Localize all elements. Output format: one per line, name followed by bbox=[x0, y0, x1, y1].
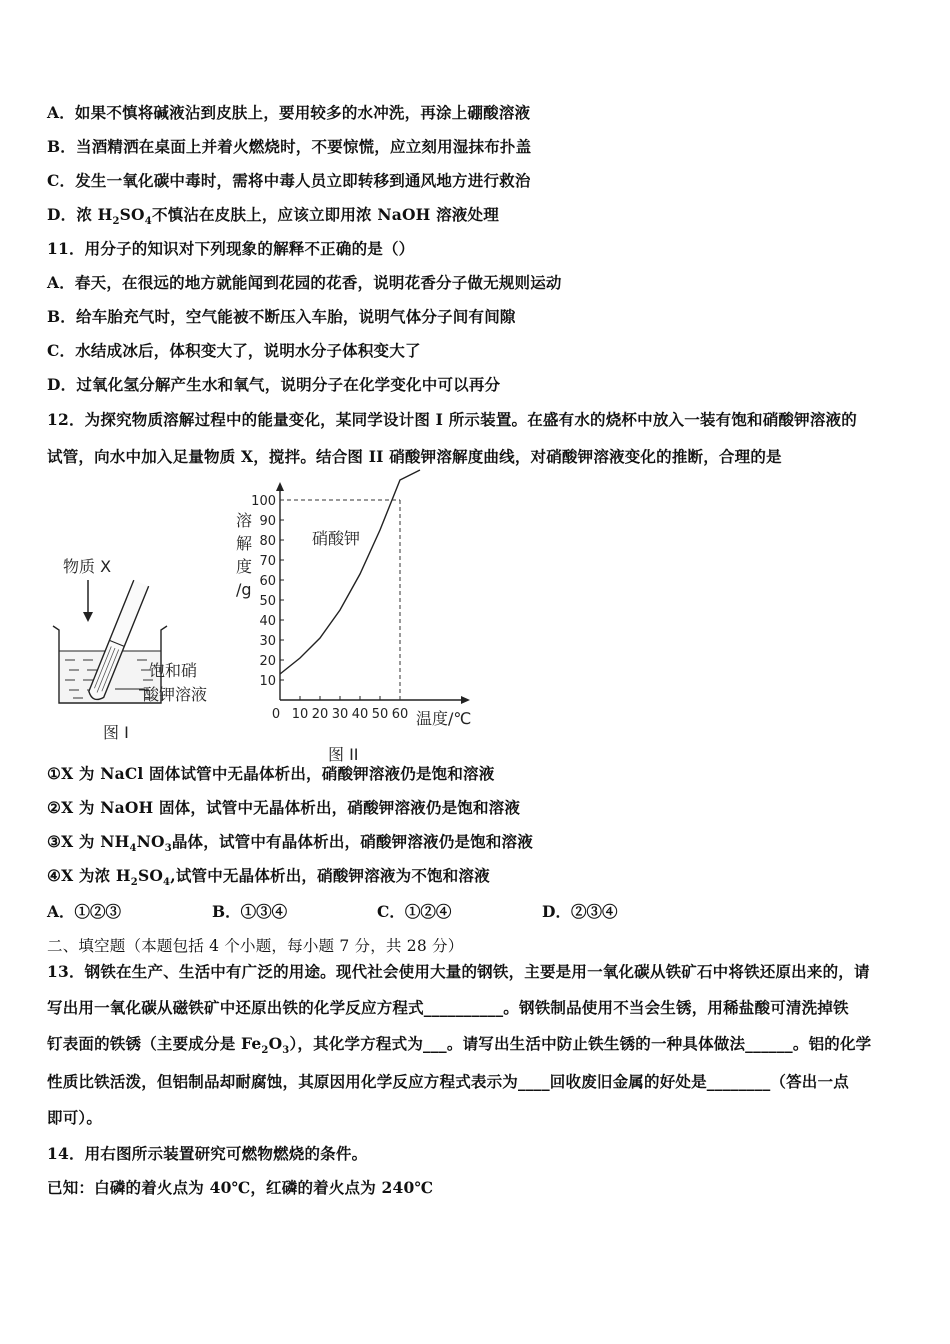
y-tick-label: 50 bbox=[259, 594, 276, 609]
fig2-caption: 图 II bbox=[328, 745, 359, 764]
fig1-label-saturated-1: 饱和硝 bbox=[149, 661, 198, 680]
chart-x-axis-label: 温度/℃ bbox=[416, 709, 472, 728]
q13-line4: 性质比铁活泼，但铝制品却耐腐蚀，其原因用化学反应方程式表示为____回收废旧金属的好处是________（答出一点 bbox=[47, 1072, 849, 1091]
q10-option-d bbox=[47, 203, 499, 227]
q12-option-c: C．①②④ bbox=[377, 902, 452, 921]
x-axis-arrow bbox=[461, 696, 470, 704]
q12-statement-1: ①X 为 NaCl 固体试管中无晶体析出，硝酸钾溶液仍是饱和溶液 bbox=[47, 764, 495, 783]
q12-s4-post: ,试管中无晶体析出，硝酸钾溶液为不饱和溶液 bbox=[170, 866, 490, 885]
q10-option-b: B．当酒精洒在桌面上并着火燃烧时，不要惊慌，应立刻用湿抹布扑盖 bbox=[47, 137, 532, 156]
x-tick-label: 10 bbox=[291, 707, 309, 722]
q11-option-a: A．春天，在很远的地方就能闻到花园的花香，说明花香分子做无规则运动 bbox=[47, 273, 562, 292]
q11-option-b: B．给车胎充气时，空气能被不断压入车胎，说明气体分子间有间隙 bbox=[47, 307, 516, 326]
y-tick-label: 10 bbox=[259, 674, 276, 689]
chart-y-ticks bbox=[251, 494, 284, 689]
y-label-char: 度 bbox=[236, 557, 253, 576]
q10-d-post: 不慎沾在皮肤上，应该立即用浓 NaOH 溶液处理 bbox=[151, 205, 499, 224]
q13-l3-post: ），其化学方程式为___。请写出生活中防止铁生锈的一种具体做法______。铝的化学 bbox=[289, 1034, 872, 1053]
q12-s3-mid: NO bbox=[136, 832, 165, 851]
x-tick-label: 0 bbox=[271, 707, 281, 722]
q13-line1: 13．钢铁在生产、生活中有广泛的用途。现代社会使用大量的钢铁，主要是用一氧化碳从铁矿石中将铁还原出来的，请 bbox=[47, 962, 870, 981]
section-2-heading: 二、填空题（本题包括 4 个小题，每小题 7 分，共 28 分） bbox=[47, 937, 464, 955]
q11-stem: 11．用分子的知识对下列现象的解释不正确的是（） bbox=[47, 239, 415, 258]
x-tick-label: 30 bbox=[331, 707, 349, 722]
q13-line5: 即可）。 bbox=[47, 1108, 103, 1127]
q10-d-sub2: 4 bbox=[144, 216, 152, 228]
y-tick-label: 70 bbox=[259, 554, 276, 569]
q10-d-pre: D．浓 H bbox=[47, 205, 113, 224]
fig1-label-saturated-2: 酸钾溶液 bbox=[143, 685, 208, 704]
y-axis-arrow bbox=[276, 482, 284, 491]
q11-option-d: D．过氧化氢分解产生水和氧气，说明分子在化学变化中可以再分 bbox=[47, 375, 501, 394]
q12-s4-mid: SO bbox=[137, 866, 164, 885]
fig1-arrow-head bbox=[83, 612, 93, 622]
y-tick-label: 60 bbox=[259, 574, 276, 589]
q14-known: 已知：白磷的着火点为 40℃，红磷的着火点为 240℃ bbox=[47, 1178, 434, 1197]
x-tick-label: 20 bbox=[311, 707, 329, 722]
q13-line3 bbox=[47, 1032, 871, 1056]
chart-series bbox=[280, 470, 420, 700]
q14-stem: 14．用右图所示装置研究可燃物燃烧的条件。 bbox=[47, 1144, 368, 1163]
q10-option-a: A．如果不慎将碱液沾到皮肤上，要用较多的水冲洗，再涂上硼酸溶液 bbox=[47, 103, 531, 122]
q12-option-b: B．①③④ bbox=[212, 902, 288, 921]
q12-statement-2: ②X 为 NaOH 固体，试管中无晶体析出，硝酸钾溶液仍是饱和溶液 bbox=[47, 798, 521, 817]
q10-d-mid: SO bbox=[119, 205, 145, 224]
q13-l3-mid: O bbox=[268, 1034, 283, 1053]
q13-line2: 写出用一氧化碳从磁铁矿中还原出铁的化学反应方程式__________。钢铁制品使用不当会生锈，用稀盐酸可清洗掉铁 bbox=[47, 998, 849, 1017]
x-tick-label: 60 bbox=[391, 707, 409, 722]
q10-option-c: C．发生一氧化碳中毒时，需将中毒人员立即转移到通风地方进行救治 bbox=[47, 171, 531, 190]
y-label-char: /g bbox=[236, 580, 252, 599]
y-tick-label: 90 bbox=[259, 514, 276, 529]
q12-s4-sub1: 2 bbox=[130, 877, 138, 889]
fig1-label-substance-x: 物质 X bbox=[63, 557, 112, 576]
figure-1-apparatus bbox=[45, 548, 235, 748]
y-tick-label: 80 bbox=[259, 534, 276, 549]
q13-l3-sub2: 3 bbox=[282, 1045, 290, 1057]
q12-statement-3 bbox=[47, 830, 533, 854]
q12-s4-sub2: 4 bbox=[163, 877, 171, 889]
y-label-char: 溶 bbox=[236, 511, 253, 530]
y-tick-label: 20 bbox=[259, 654, 276, 669]
q10-d-sub1: 2 bbox=[112, 216, 120, 228]
x-tick-label: 40 bbox=[351, 707, 369, 722]
q13-l3-pre: 钉表面的铁锈（主要成分是 Fe bbox=[47, 1034, 262, 1053]
y-tick-label: 40 bbox=[259, 614, 276, 629]
solubility-chart bbox=[228, 478, 478, 764]
q12-option-a: A．①②③ bbox=[47, 902, 122, 921]
fig1-caption: 图 I bbox=[103, 723, 129, 742]
q12-statement-4 bbox=[47, 864, 490, 888]
series-curve-kno3 bbox=[280, 470, 420, 674]
q12-s4-pre: ④X 为浓 H bbox=[47, 866, 131, 885]
q12-s3-post: 晶体，试管中有晶体析出，硝酸钾溶液仍是饱和溶液 bbox=[171, 832, 533, 851]
q12-option-d: D．②③④ bbox=[542, 902, 618, 921]
q12-stem-line1: 12．为探究物质溶解过程中的能量变化，某同学设计图 I 所示装置。在盛有水的烧杯中放入一装有饱和硝酸钾溶液的 bbox=[47, 410, 857, 429]
y-tick-label: 30 bbox=[259, 634, 276, 649]
q12-s3-sub1: 4 bbox=[129, 843, 137, 855]
y-tick-label: 100 bbox=[251, 494, 276, 509]
chart-y-axis-label bbox=[236, 511, 252, 599]
q12-stem-line2: 试管，向水中加入足量物质 X，搅拌。结合图 II 硝酸钾溶解度曲线，对硝酸钾溶液变化的推断，合理的是 bbox=[47, 447, 782, 466]
q12-s3-sub2: 3 bbox=[164, 843, 172, 855]
q11-option-c: C．水结成冰后，体积变大了，说明水分子体积变大了 bbox=[47, 341, 421, 360]
x-tick-label: 50 bbox=[371, 707, 389, 722]
q13-l3-sub1: 2 bbox=[261, 1045, 269, 1057]
y-label-char: 解 bbox=[236, 534, 253, 553]
chart-axes bbox=[276, 482, 470, 704]
series-label-kno3: 硝酸钾 bbox=[312, 529, 361, 548]
q12-s3-pre: ③X 为 NH bbox=[47, 832, 130, 851]
